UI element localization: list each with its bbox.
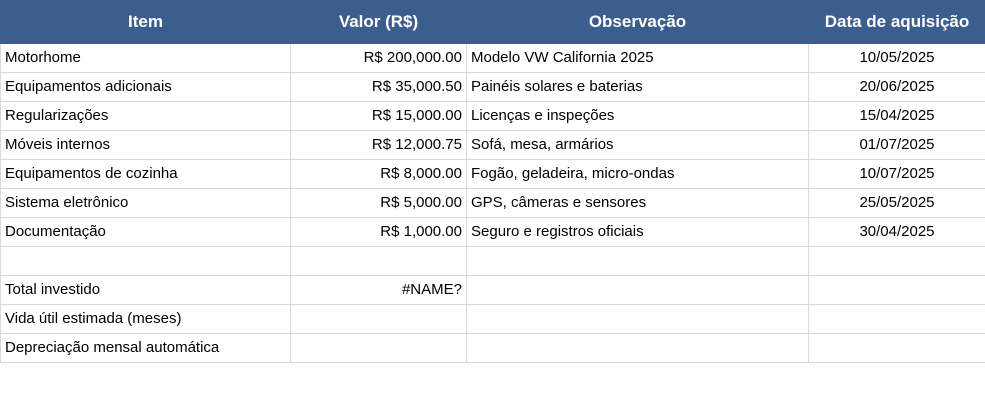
cell-valor[interactable]: #NAME? [291,276,467,305]
cell-observacao[interactable]: Licenças e inspeções [467,102,809,131]
cell-observacao[interactable] [467,276,809,305]
cell-observacao[interactable]: Seguro e registros oficiais [467,218,809,247]
table-row[interactable] [1,160,985,189]
cell-observacao[interactable]: Painéis solares e baterias [467,73,809,102]
cell-data[interactable]: 01/07/2025 [809,131,985,160]
cell-observacao[interactable] [467,247,809,276]
cell-item[interactable]: Depreciação mensal automática [1,334,291,363]
table-row[interactable] [1,305,985,334]
cell-data[interactable]: 15/04/2025 [809,102,985,131]
cell-data[interactable]: 10/05/2025 [809,44,985,73]
cell-data[interactable] [809,334,985,363]
cell-item[interactable]: Documentação [1,218,291,247]
table-row[interactable] [1,102,985,131]
cell-valor[interactable]: R$ 35,000.50 [291,73,467,102]
cell-valor[interactable]: R$ 8,000.00 [291,160,467,189]
header-row [1,1,985,44]
table-body [1,44,985,363]
cell-valor[interactable] [291,305,467,334]
cell-observacao[interactable] [467,305,809,334]
cell-observacao[interactable]: GPS, câmeras e sensores [467,189,809,218]
cell-data[interactable]: 25/05/2025 [809,189,985,218]
cell-observacao[interactable]: Modelo VW California 2025 [467,44,809,73]
cell-data[interactable]: 30/04/2025 [809,218,985,247]
table-row[interactable] [1,131,985,160]
cell-item[interactable] [1,247,291,276]
cell-item[interactable]: Sistema eletrônico [1,189,291,218]
column-header-item[interactable]: Item [1,1,291,44]
cell-item[interactable]: Equipamentos de cozinha [1,160,291,189]
table-row[interactable] [1,44,985,73]
cell-data[interactable] [809,276,985,305]
cell-data[interactable]: 10/07/2025 [809,160,985,189]
table-row[interactable] [1,334,985,363]
cell-valor[interactable] [291,334,467,363]
column-header-valor[interactable]: Valor (R$) [291,1,467,44]
table-row[interactable] [1,276,985,305]
cell-valor[interactable]: R$ 1,000.00 [291,218,467,247]
cell-item[interactable]: Vida útil estimada (meses) [1,305,291,334]
cell-item[interactable]: Regularizações [1,102,291,131]
cell-data[interactable] [809,247,985,276]
cell-valor[interactable]: R$ 15,000.00 [291,102,467,131]
cell-item[interactable]: Total investido [1,276,291,305]
cell-data[interactable] [809,305,985,334]
cell-valor[interactable] [291,247,467,276]
table-header [1,1,985,44]
cell-valor[interactable]: R$ 12,000.75 [291,131,467,160]
column-header-observacao[interactable]: Observação [467,1,809,44]
cell-valor[interactable]: R$ 5,000.00 [291,189,467,218]
cell-item[interactable]: Móveis internos [1,131,291,160]
table-row[interactable] [1,73,985,102]
column-header-data-aquisicao[interactable]: Data de aquisição [809,1,985,44]
cell-valor[interactable]: R$ 200,000.00 [291,44,467,73]
table-row[interactable] [1,189,985,218]
cell-observacao[interactable] [467,334,809,363]
cell-observacao[interactable]: Fogão, geladeira, micro-ondas [467,160,809,189]
cell-data[interactable]: 20/06/2025 [809,73,985,102]
table-row[interactable] [1,247,985,276]
table-row[interactable] [1,218,985,247]
cell-observacao[interactable]: Sofá, mesa, armários [467,131,809,160]
cell-item[interactable]: Motorhome [1,44,291,73]
cell-item[interactable]: Equipamentos adicionais [1,73,291,102]
